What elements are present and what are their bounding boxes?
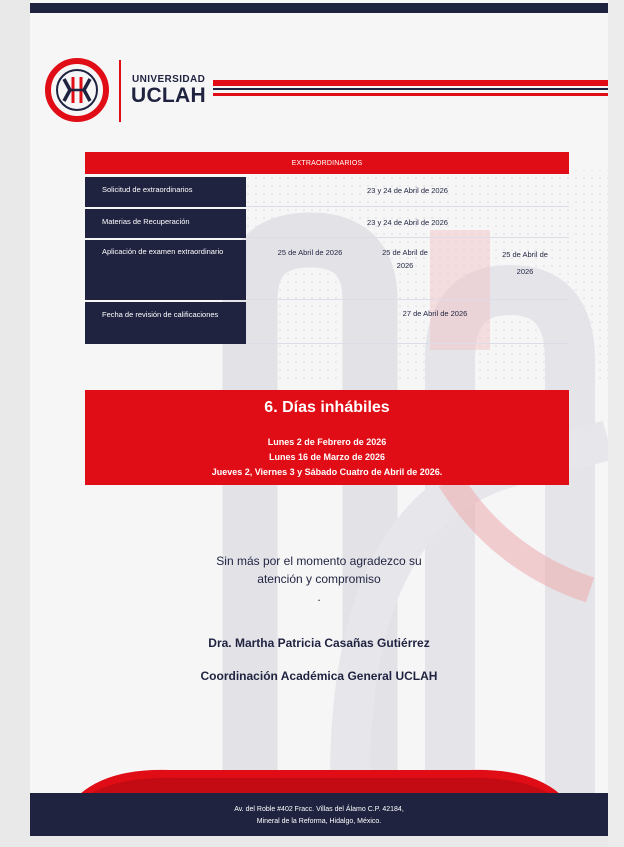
footer-bar	[30, 793, 608, 836]
table-row	[85, 209, 569, 238]
extraordinarios-table	[85, 152, 569, 319]
signature-title: Coordinación Académica General UCLAH	[200, 669, 438, 683]
dias-inhabiles-box	[85, 390, 569, 485]
table-row	[85, 240, 569, 300]
holiday-line: Lunes 2 de Febrero de 2026	[267, 437, 387, 447]
row-date: 25 de Abril de 2026	[502, 250, 548, 276]
row-date: 27 de Abril de 2026	[402, 309, 468, 318]
logo-divider	[119, 60, 121, 122]
closing-line: atención y compromiso	[257, 572, 381, 586]
row-divider	[246, 299, 569, 300]
closing-line: Sin más por el momento agradezco su	[216, 554, 422, 568]
document-page	[30, 0, 608, 836]
logo-university-label: UNIVERSIDAD	[132, 74, 206, 85]
row-date: 25 de Abril de 2026	[277, 248, 343, 257]
table-row	[85, 177, 569, 207]
table-row	[85, 302, 569, 344]
row-date: 23 y 24 de Abril de 2026	[367, 186, 448, 195]
header-stripe	[213, 93, 608, 96]
row-divider	[246, 343, 569, 344]
row-label: Solicitud de extraordinarios	[85, 177, 246, 207]
closing-dot: .	[317, 590, 321, 604]
holiday-line: Lunes 16 de Marzo de 2026	[268, 452, 386, 462]
row-label: Aplicación de examen extraordinario	[85, 240, 246, 300]
row-label: Materias de Recuperación	[85, 209, 246, 238]
row-divider	[246, 237, 569, 238]
row-date: 23 y 24 de Abril de 2026	[367, 218, 448, 227]
header-stripe	[213, 80, 608, 86]
signature-name: Dra. Martha Patricia Casañas Gutiérrez	[208, 636, 430, 650]
row-date: 25 de Abril de 2026	[382, 248, 428, 270]
scrollbar-track[interactable]	[608, 0, 624, 847]
university-logo-icon	[44, 57, 110, 123]
header-stripe	[213, 88, 608, 90]
logo-university-name: UCLAH	[131, 84, 206, 107]
row-label: Fecha de revisión de calificaciones	[85, 302, 246, 344]
row-divider	[246, 206, 569, 207]
holiday-line: Jueves 2, Viernes 3 y Sábado Cuatro de Abril de 2026.	[211, 467, 443, 477]
section-title: 6. Días inhábiles	[264, 399, 390, 416]
footer-address: Mineral de la Reforma, Hidalgo, México.	[256, 818, 382, 825]
footer-address: Av. del Roble #402 Fracc. Villas del Álamo C.P. 42184,	[234, 806, 404, 813]
table-header: EXTRAORDINARIOS	[85, 152, 569, 174]
